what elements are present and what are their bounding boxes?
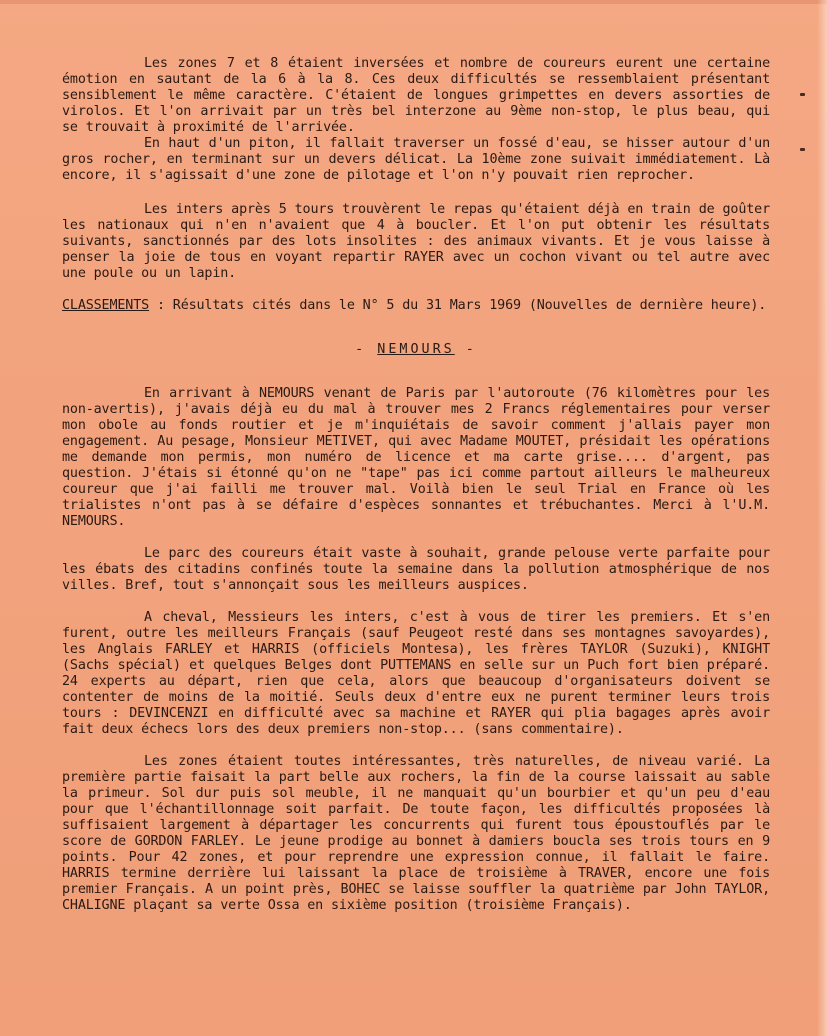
margin-mark <box>800 93 805 96</box>
paper-top-edge <box>0 0 827 4</box>
classements-line <box>62 298 770 314</box>
paper-right-edge <box>817 0 827 1036</box>
classements-label: CLASSEMENTS <box>62 298 150 313</box>
section-title-suffix: - <box>454 342 477 357</box>
section-title-prefix: - <box>355 342 378 357</box>
paragraph-piton: En haut d'un piton, il fallait traverser un fossé d'eau, se hisser autour d'un gros rocher, en terminant sur un devers délicat. La 10ème zone suivait immédiatement. Là encore, il s'agissait d'une zone de pilotage et l'on n'y pouvait rien reprocher. <box>62 136 770 183</box>
paragraph-inters: Les inters après 5 tours trouvèrent le repas qu'étaient déjà en train de goûter les nationaux qui n'en n'avaient que 4 à boucler. Et l'on put obtenir les résultats suivants, sanctionnés par des lots insolites : des animaux vivants. Et je vous laisse à penser la joie de tous en voyant repartir RAYER avec un cochon vivant ou tel autre avec une poule ou un lapin. <box>62 202 770 281</box>
section-title <box>62 342 770 358</box>
classements-text: Résultats cités dans le N° 5 du 31 Mars 1969 (Nouvelles de dernière heure). <box>172 298 767 313</box>
paragraph-parc: Le parc des coureurs était vaste à souhait, grande pelouse verte parfaite pour les ébats des citadins confinés toute la semaine dans la pollution atmosphérique de nos villes. Bref, tout s'annonçait sous les meilleurs auspices. <box>62 546 770 593</box>
paragraph-arrivee: En arrivant à NEMOURS venant de Paris par l'autoroute (76 kilomètres pour les non-avertis), j'avais déjà eu du mal à trouver mes 2 Francs réglementaires pour verser mon obole au fonds routier et je m'inquiétais de savoir comment j'allais payer mon engagement. Au pesage, Monsieur METIVET, qui avec Madame MOUTET, présidait les opérations me demande mon permis, mon numéro de licence et ma carte grise.... d'argent, pas question. J'étais si étonné qu'on ne "tape" pas ici comme partout ailleurs le malheureux coureur que j'ai failli me trouver mal. Voilà bien le seul Trial en France où les trialistes n'ont pas à se défaire d'espèces sonnantes et trébuchantes. Merci à l'U.M. NEMOURS. <box>62 386 770 529</box>
document-body <box>62 56 770 914</box>
margin-mark <box>800 148 805 151</box>
paragraph-inters-cheval: A cheval, Messieurs les inters, c'est à vous de tirer les premiers. Et s'en furent, outre les meilleurs Français (sauf Peugeot resté dans ses montagnes savoyardes), les Anglais FARLEY et HARRIS (officiels Montesa), les frères TAYLOR (Suzuki), KNIGHT (Sachs spécial) et quelques Belges dont PUTTEMANS en selle sur un Puch fort bien préparé. 24 experts au départ, rien que cela, alors que beaucoup d'organisateurs doivent se contenter de moins de la moitié. Seuls deux d'entre eux ne purent terminer leurs trois tours : DEVINCENZI en difficulté avec sa machine et RAYER qui plia bagages après avoir fait deux échecs lors des deux premiers non-stop... (sans commentaire). <box>62 610 770 737</box>
section-title-text: NEMOURS <box>377 342 455 357</box>
paragraph-zones-nemours: Les zones étaient toutes intéressantes, très naturelles, de niveau varié. La première partie faisait la part belle aux rochers, la fin de la course laissait au sable la primeur. Sol dur puis sol meuble, il ne manquait qu'un bourbier et qu'un peu d'eau pour que l'échantillonnage soit parfait. De toute façon, les difficultés proposées là suffisaient largement à départager les concurrents qui furent tous époustouflés par le score de GORDON FARLEY. Le jeune prodige au bonnet à damiers boucla ses trois tours en 9 points. Pour 42 zones, et pour reprendre une expression connue, il fallait le faire. HARRIS termine derrière lui laissant la place de troisième à TRAVER, encore une fois premier Français. A un point près, BOHEC se laisse souffler la quatrième par John TAYLOR, CHALIGNE plaçant sa verte Ossa en sixième position (troisième Français). <box>62 754 770 913</box>
paragraph-zones: Les zones 7 et 8 étaient inversées et nombre de coureurs eurent une certaine émotion en sautant de la 6 à la 8. Ces deux difficultés se ressemblaient présentant sensiblement le même caractère. C'étaient de longues grimpettes en devers assorties de virolos. Et l'on arrivait par un très bel interzone au 9ème non-stop, le plus beau, qui se trouvait à proximité de l'arrivée. <box>62 56 770 135</box>
classements-separator: : <box>149 298 173 313</box>
